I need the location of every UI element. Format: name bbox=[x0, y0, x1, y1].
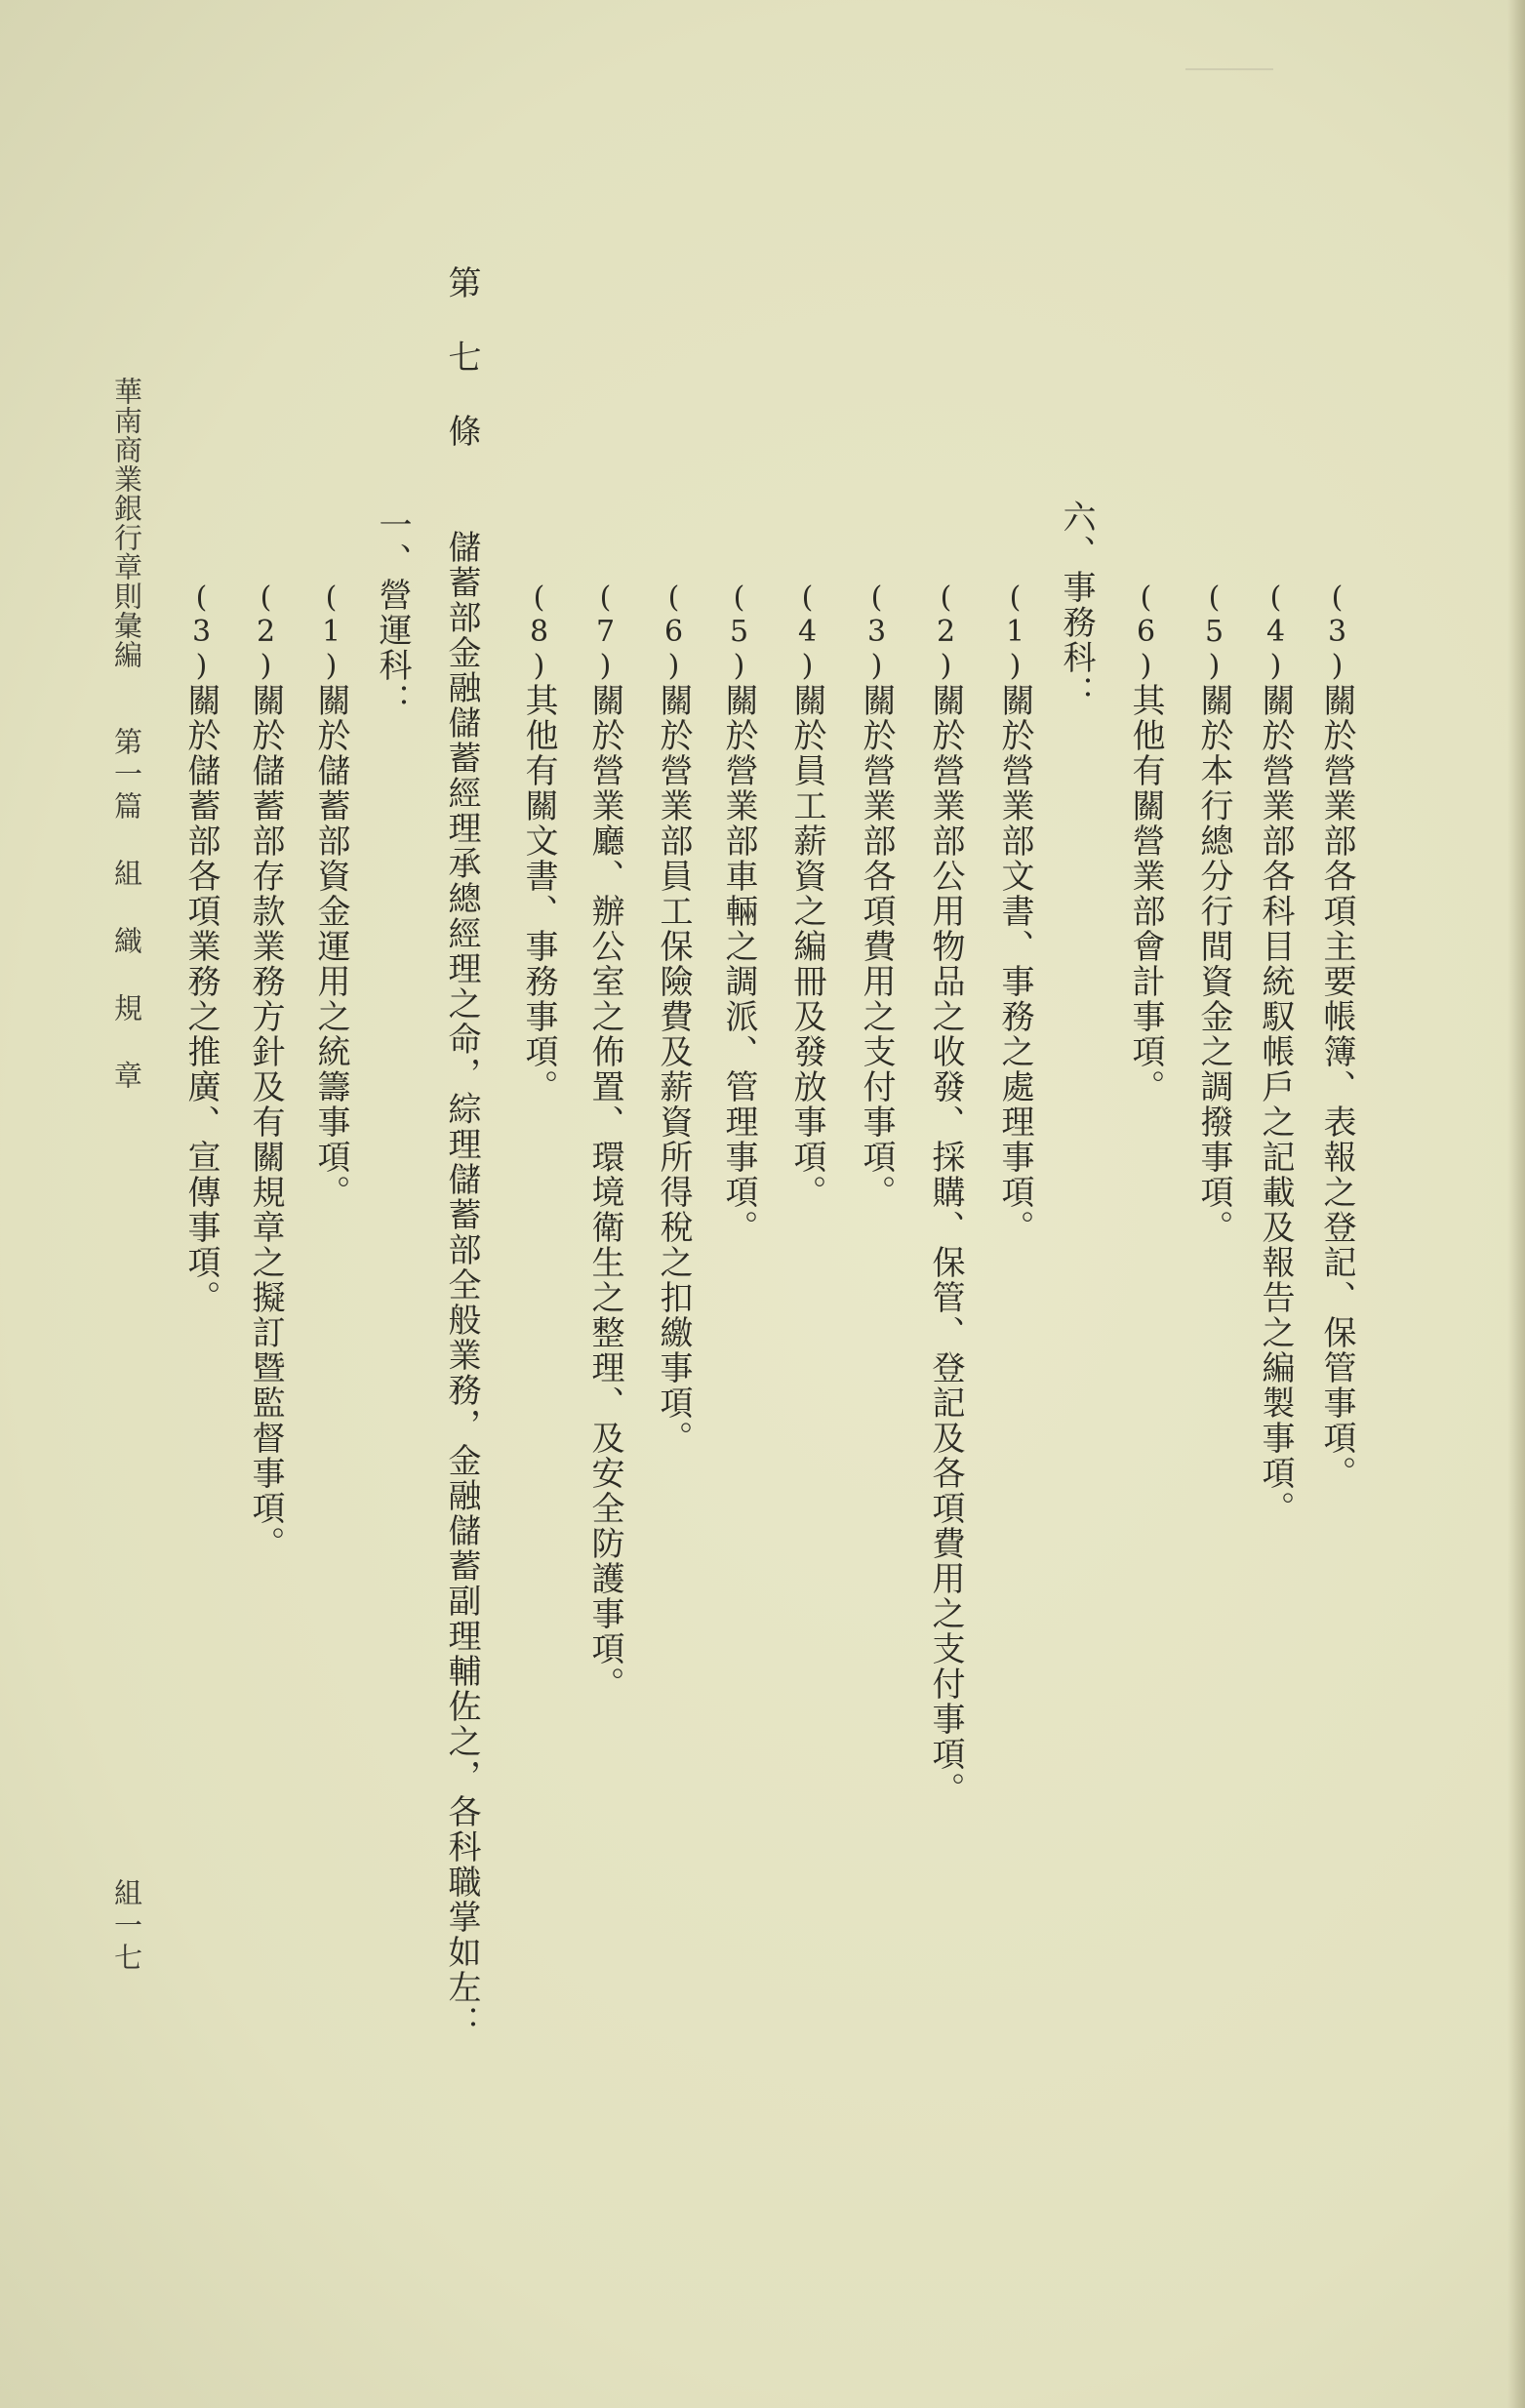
item-number: (7) bbox=[588, 581, 622, 683]
list-item bbox=[787, 581, 826, 1210]
item-text: 關於營業部公用物品之收發、採購、保管、登記及各項費用之支付事項。 bbox=[926, 683, 965, 1807]
item-text: 關於儲蓄部各項業務之推廣、宣傳事項。 bbox=[181, 683, 221, 1315]
list-item bbox=[719, 581, 758, 1245]
item-text: 關於營業部車輛之調派、管理事項。 bbox=[719, 683, 758, 1245]
item-number: (4) bbox=[1259, 581, 1293, 683]
article-label: 第七條 bbox=[442, 265, 481, 488]
item-text: 關於營業部員工保險費及薪資所得稅之扣繳事項。 bbox=[654, 683, 693, 1456]
list-item bbox=[1317, 581, 1356, 1491]
list-item bbox=[926, 581, 965, 1807]
item-text: 關於營業部各科目統馭帳戶之記載及報告之編製事項。 bbox=[1256, 683, 1295, 1526]
page-number: 組一七 bbox=[110, 1878, 143, 1975]
item-text: 關於營業廳、辦公室之佈置、環境衛生之整理、及安全防護事項。 bbox=[585, 683, 624, 1702]
item-number: (1) bbox=[998, 581, 1032, 683]
list-item bbox=[246, 581, 285, 1561]
scan-mark bbox=[1185, 68, 1273, 70]
list-item bbox=[519, 581, 558, 1104]
item-text: 關於營業部文書、事務之處理事項。 bbox=[995, 683, 1034, 1245]
item-number: (5) bbox=[1197, 581, 1231, 683]
list-item bbox=[1126, 581, 1165, 1104]
item-text: 關於儲蓄部資金運用之統籌事項。 bbox=[311, 683, 350, 1210]
item-text: 其他有關文書、事務事項。 bbox=[519, 683, 558, 1104]
list-item bbox=[995, 581, 1034, 1245]
chapter-label: 組織規章 bbox=[110, 859, 143, 1128]
item-number: (2) bbox=[249, 581, 283, 683]
list-item bbox=[311, 581, 350, 1210]
part-label: 第一篇 bbox=[110, 727, 143, 823]
item-number: (8) bbox=[522, 581, 556, 683]
item-text: 關於儲蓄部存款業務方針及有關規章之擬訂暨監督事項。 bbox=[246, 683, 285, 1561]
page-edge-shadow bbox=[1507, 0, 1525, 2408]
item-number: (3) bbox=[184, 581, 219, 683]
list-item bbox=[1194, 581, 1233, 1245]
item-number: (6) bbox=[657, 581, 691, 683]
item-number: (3) bbox=[860, 581, 894, 683]
book-title: 華南商業銀行章則彙編 bbox=[110, 377, 143, 669]
list-item bbox=[654, 581, 693, 1456]
item-number: (5) bbox=[722, 581, 756, 683]
item-number: (4) bbox=[790, 581, 824, 683]
item-number: (3) bbox=[1320, 581, 1354, 683]
list-item bbox=[1256, 581, 1295, 1526]
item-number: (2) bbox=[929, 581, 963, 683]
section-heading: 一、營運科： bbox=[373, 507, 412, 718]
list-item bbox=[181, 581, 221, 1315]
article-text: 儲蓄部金融儲蓄經理承總經理之命，綜理儲蓄部全般業務，金融儲蓄副理輔佐之，各科職掌如左： bbox=[442, 530, 481, 2040]
item-text: 關於本行總分行間資金之調撥事項。 bbox=[1194, 683, 1233, 1245]
item-number: (6) bbox=[1129, 581, 1163, 683]
list-item bbox=[585, 581, 624, 1702]
section-heading: 六、事務科： bbox=[1057, 500, 1096, 710]
item-text: 關於營業部各項費用之支付事項。 bbox=[857, 683, 896, 1210]
item-text: 關於員工薪資之編冊及發放事項。 bbox=[787, 683, 826, 1210]
item-text: 關於營業部各項主要帳簿、表報之登記、保管事項。 bbox=[1317, 683, 1356, 1491]
item-number: (1) bbox=[314, 581, 348, 683]
list-item bbox=[857, 581, 896, 1210]
item-text: 其他有關營業部會計事項。 bbox=[1126, 683, 1165, 1104]
